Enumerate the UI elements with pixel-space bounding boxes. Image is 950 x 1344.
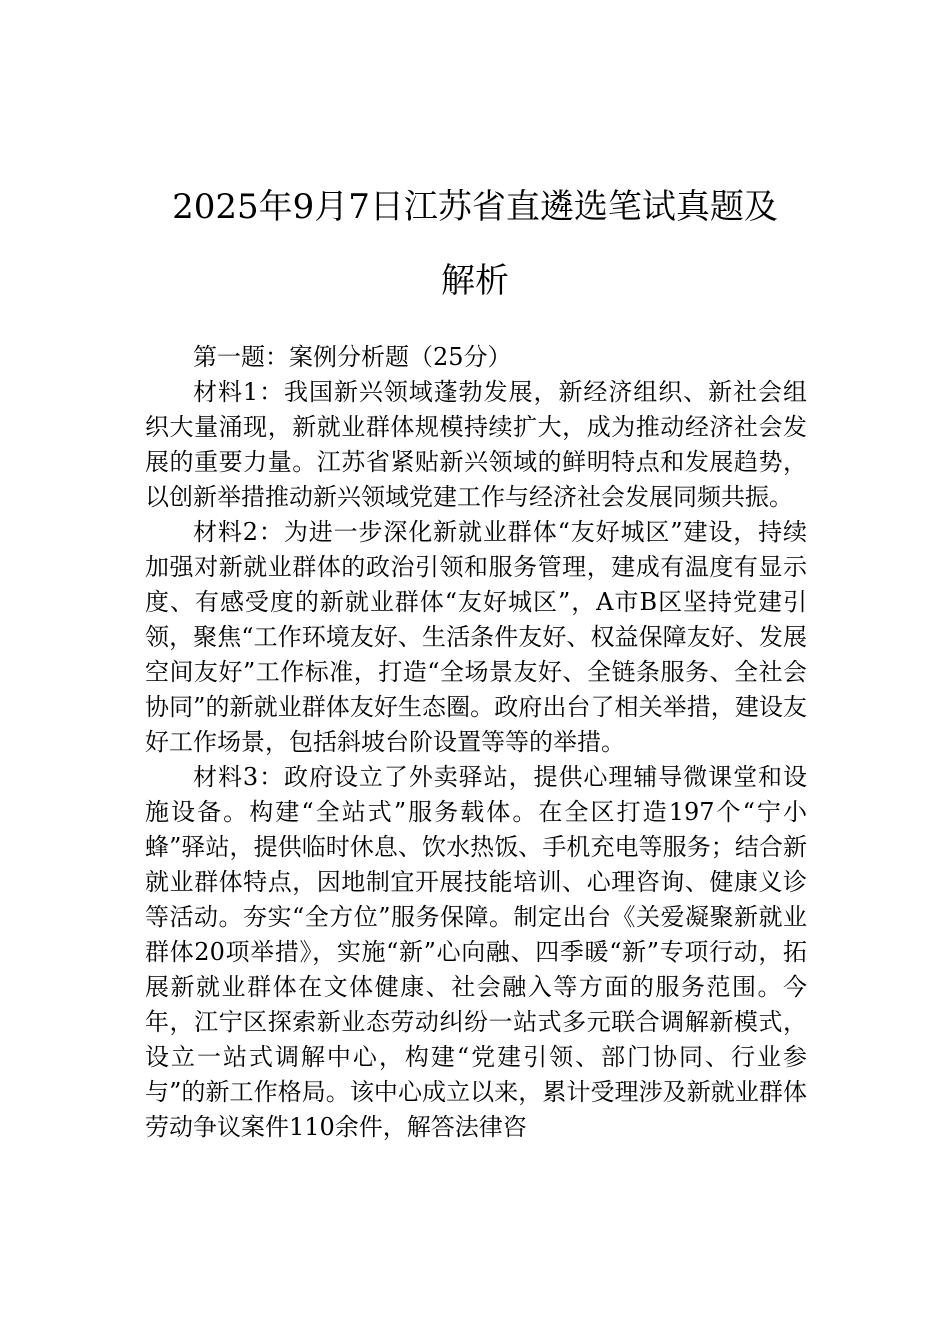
material-1-paragraph: 材料1：我国新兴领域蓬勃发展，新经济组织、新社会组织大量涌现，新就业群体规模持续扩大，成为推动经济社会发展的重要力量。江苏省紧贴新兴领域的鲜明特点和发展趋势，以创新举措推动新兴领域党建工作与经济社会发展同频共振。 (145, 378, 807, 511)
title-line-2: 解析 (441, 261, 509, 301)
material-3-paragraph: 材料3：政府设立了外卖驿站，提供心理辅导微课堂和设施设备。构建“全站式”服务载体。在全区打造197个“宁小蜂”驿站，提供临时休息、饮水热饭、手机充电等服务；结合新就业群体特点，因地制宜开展技能培训、心理咨询、健康义诊等活动。夯实“全方位”服务保障。制定出台《关爱凝聚新就业群体20项举措》，实施“新”心向融、四季暖“新”专项行动，拓展新就业群体在文体健康、社会融入等方面的服务范围。今年，江宁区探索新业态劳动纠纷一站式多元联合调解新模式，设立一站式调解中心，构建“党建引领、部门协同、行业参与”的新工作格局。该中心成立以来，累计受理涉及新就业群体劳动争议案件110余件，解答法律咨 (145, 763, 807, 1141)
question-heading: 第一题：案例分析题（25分） (193, 343, 512, 371)
page-title (150, 170, 800, 318)
material-2-paragraph: 材料2：为进一步深化新就业群体“友好城区”建设，持续加强对新就业群体的政治引领和服务管理，建成有温度有显示度、有感受度的新就业群体“友好城区”，A市B区坚持党建引领，聚焦“工作环境友好、生活条件友好、权益保障友好、发展空间友好”工作标准，打造“全场景友好、全链条服务、全社会协同”的新就业群体友好生态圈。政府出台了相关举措，建设友好工作场景，包括斜坡台阶设置等等的举措。 (145, 518, 807, 756)
document-body (145, 340, 807, 1145)
title-line-1: 2025年9月7日江苏省直遴选笔试真题及 (172, 187, 778, 227)
